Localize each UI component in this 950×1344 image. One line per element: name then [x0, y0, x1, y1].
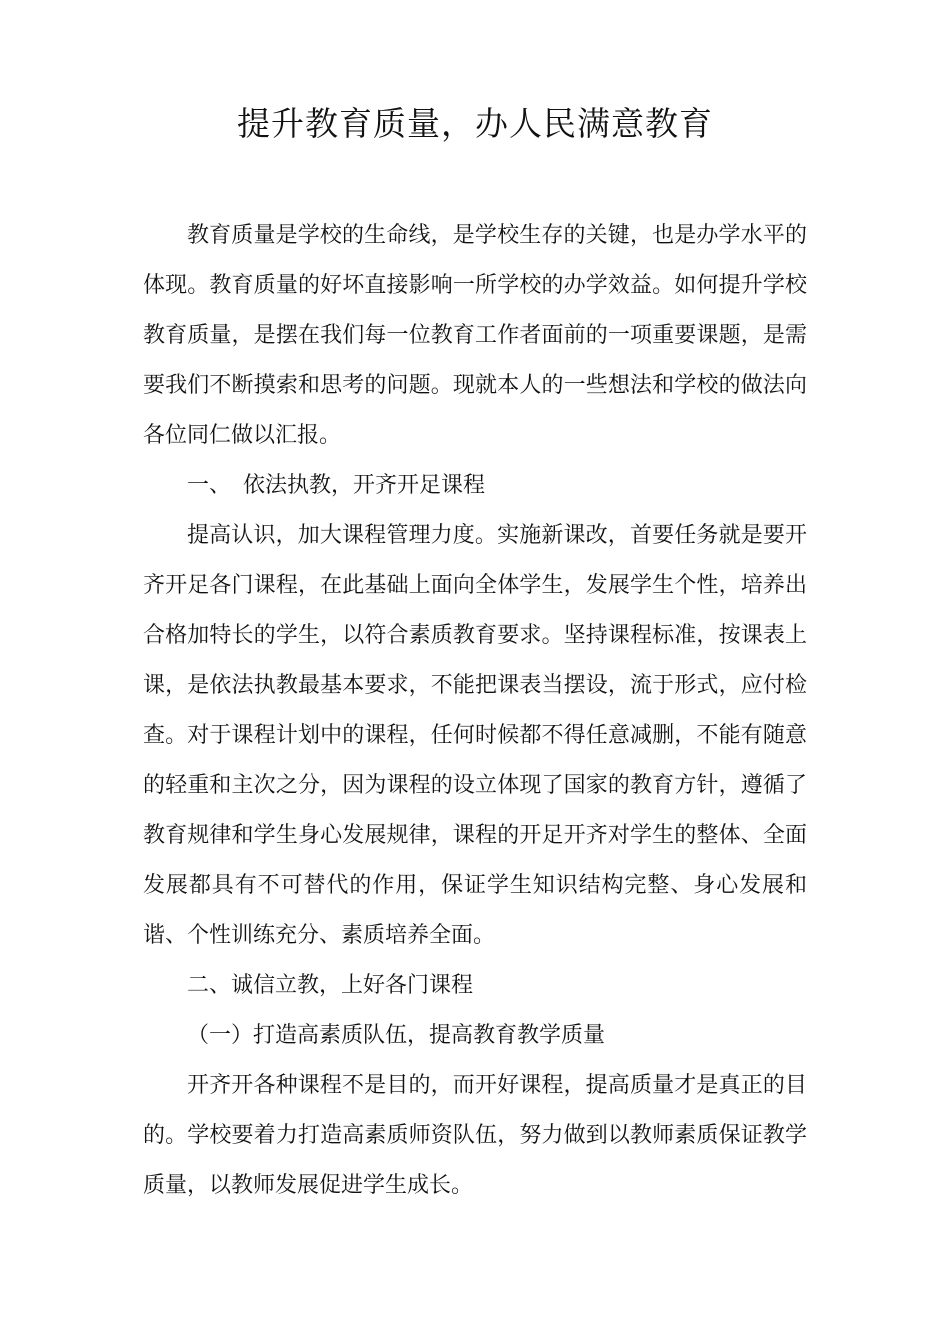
subsection-2-1-heading: （一）打造高素质队伍，提高教育教学质量 — [187, 1023, 606, 1048]
section-2-heading: 二、诚信立教，上好各门课程 — [187, 973, 474, 998]
section-1-heading — [143, 461, 807, 511]
intro-paragraph: 教育质量是学校的生命线，是学校生存的关键，也是办学水平的体现。教育质量的好坏直接影响一所学校的办学效益。如何提升学校教育质量，是摆在我们每一位教育工作者面前的一项重要课题，是需要我们不断摸索和思考的问题。现就本人的一些想法和学校的做法向各位同仁做以汇报。 — [143, 223, 807, 448]
section-1-paragraph: 提高认识，加大课程管理力度。实施新课改，首要任务就是要开齐开足各门课程，在此基础上面向全体学生，发展学生个性，培养出合格加特长的学生，以符合素质教育要求。坚持课程标准，按课表上课，是依法执教最基本要求，不能把课表当摆设，流于形式，应付检查。对于课程计划中的课程，任何时候都不得任意减删，不能有随意的轻重和主次之分，因为课程的设立体现了国家的教育方针，遵循了教育规律和学生身心发展规律，课程的开足开齐对学生的整体、全面发展都具有不可替代的作用，保证学生知识结构完整、身心发展和谐、个性训练充分、素质培养全面。 — [143, 523, 807, 948]
document-title: 提升教育质量，办人民满意教育 — [237, 104, 713, 143]
section-1-number: 一、 — [187, 473, 232, 498]
section-1-heading-text: 依法执教，开齐开足课程 — [243, 473, 486, 498]
document-body — [143, 211, 807, 1211]
subsection-2-1-paragraph: 开齐开各种课程不是目的，而开好课程，提高质量才是真正的目的。学校要着力打造高素质师资队伍，努力做到以教师素质保证教学质量，以教师发展促进学生成长。 — [143, 1073, 807, 1198]
